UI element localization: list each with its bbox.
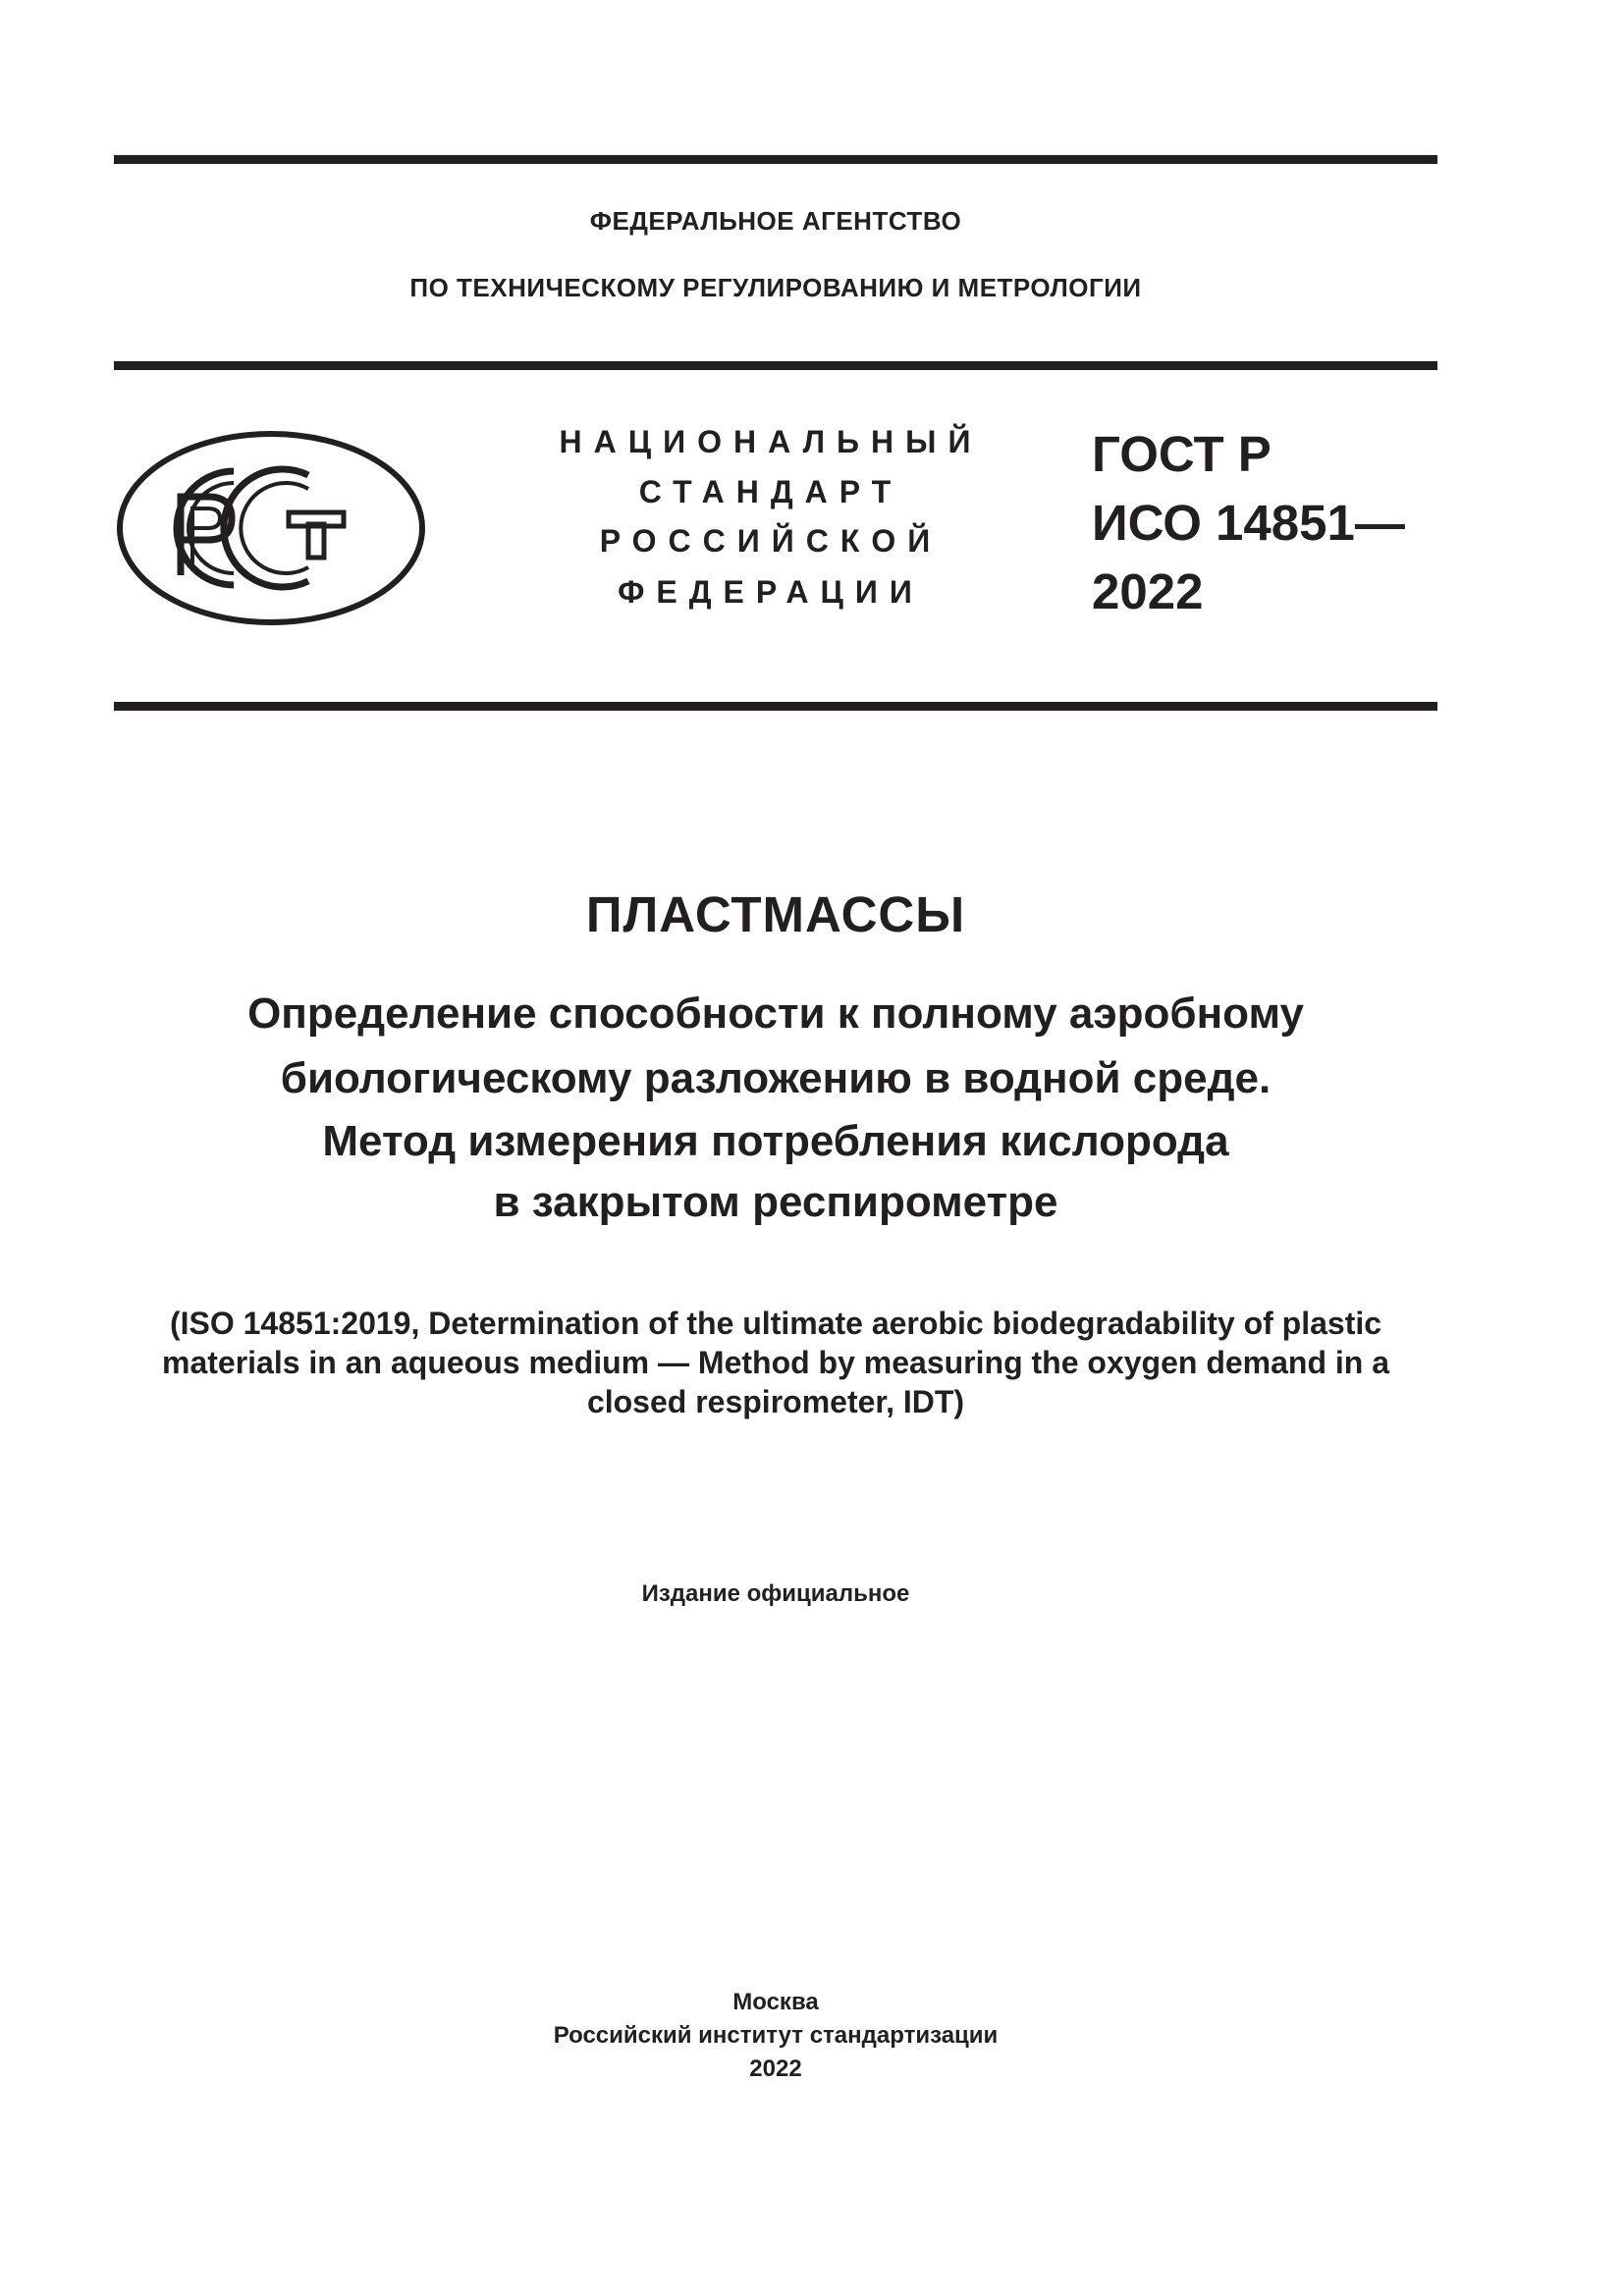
english-title-line-1: (ISO 14851:2019, Determination of the ultimate aerobic biodegradability of plastic [169, 1306, 1382, 1341]
subtitle-line-3: Метод измерения потребления кислорода [322, 1117, 1229, 1165]
rst-certification-logo-icon [116, 430, 426, 626]
bottom-rule [114, 702, 1437, 711]
standard-type-line-4: ФЕДЕРАЦИИ [618, 574, 924, 610]
standard-type-line-3: РОССИЙСКОЙ [599, 523, 943, 559]
standard-type-line-2: СТАНДАРТ [638, 474, 903, 509]
top-rule [114, 155, 1437, 164]
designation-line-1: ГОСТ Р [1092, 426, 1272, 482]
agency-name-line-2: ПО ТЕХНИЧЕСКОМУ РЕГУЛИРОВАНИЮ И МЕТРОЛОГИИ [409, 273, 1142, 302]
designation-line-2: ИСО 14851— [1092, 495, 1405, 551]
document-title: ПЛАСТМАССЫ [585, 886, 966, 942]
imprint-city: Москва [732, 1989, 819, 2015]
middle-rule [114, 361, 1437, 370]
agency-name-line-1: ФЕДЕРАЛЬНОЕ АГЕНТСТВО [589, 206, 962, 236]
english-title-line-2: materials in an aqueous medium — Method by measuring the oxygen demand in a [161, 1345, 1390, 1380]
subtitle-line-1: Определение способности к полному аэробному [247, 989, 1304, 1038]
imprint-publisher: Российский институт стандартизации [553, 2022, 999, 2049]
designation-line-3: 2022 [1092, 563, 1204, 619]
standard-type-line-1: НАЦИОНАЛЬНЫЙ [559, 424, 983, 459]
edition-note: Издание официальное [641, 1580, 910, 1607]
english-title-line-3: closed respirometer, IDT) [586, 1384, 965, 1419]
subtitle-line-2: биологическому разложению в водной среде. [280, 1054, 1272, 1102]
imprint-year: 2022 [749, 2056, 802, 2082]
subtitle-line-4: в закрытом респирометре [493, 1178, 1058, 1226]
